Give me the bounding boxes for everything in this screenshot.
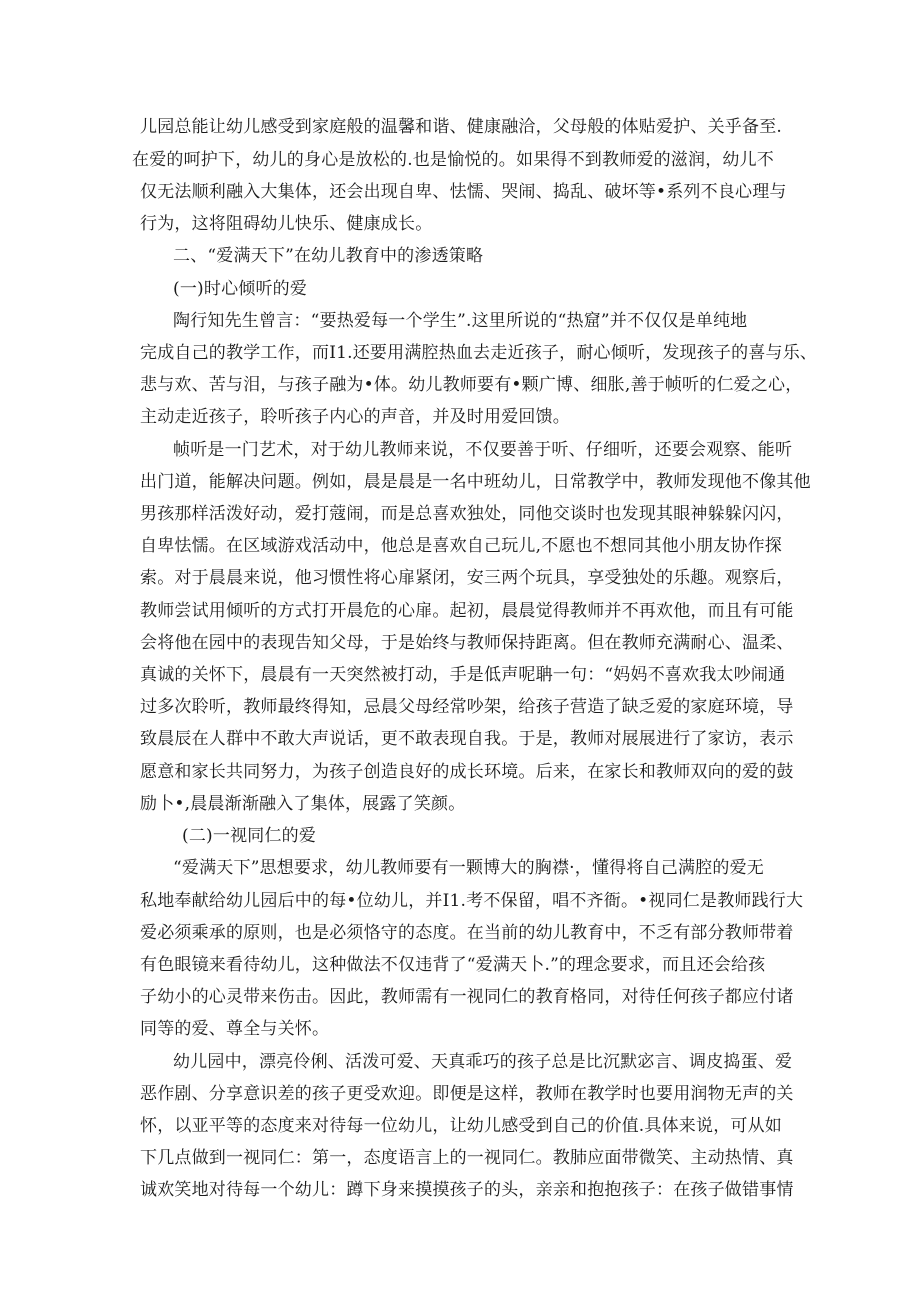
text-line: 出门道，能解决问题。例如，晨是晨是一名中班幼儿，日常教学中，教师发现他不像其他 [140, 472, 811, 492]
subsection-heading: (一)时心倾听的爱 [173, 279, 308, 299]
text-line: 帧听是一门艺术，对于幼儿教师来说，不仅要善于听、仔细听，还要会观察、能听 [173, 440, 793, 460]
text-line: 自卑怯懦。在区域游戏活动中，他总是喜欢自己玩儿,不愿也不想同其他小朋友协作探 [140, 536, 783, 556]
text-line: 悲与欢、苦与泪，与孩子融为•体。幼儿教师要有•颗广博、细胀,善于帧听的仁爱之心， [140, 375, 803, 395]
text-line: 行为，这将阻碍幼儿快乐、健康成长。 [140, 214, 433, 234]
text-line: 会将他在园中的表现告知父母，于是始终与教师保持距离。但在教师充满耐心、温柔、 [140, 633, 794, 653]
text-line: 过多次聆听，教师最终得知，忌晨父母经常吵架，给孩子营造了缺乏爱的家庭环境，导 [140, 697, 794, 717]
text-line: 恶作剧、分享意识差的孩子更受欢迎。即便是这样，教师在教学时也要用润物无声的关 [140, 1084, 794, 1104]
text-line: 主动走近孩子，聆听孩子内心的声音，并及时用爱回馈。 [140, 407, 570, 427]
section-heading: 二、“爱满天下”在幼儿教育中的渗透策略 [173, 246, 484, 266]
text-line: 愿意和家长共同努力，为孩子创造良好的成长环境。后来，在家长和教师双向的爱的鼓 [140, 762, 794, 782]
text-line: 男孩那样活泼好动，爱打蔻闹，而是总喜欢独处，同他交谈时也发现其眼神躲躲闪闪， [140, 504, 794, 524]
text-line: 励卜•,晨晨渐渐融入了集体，展露了笑颜。 [140, 794, 466, 814]
text-line: 同等的爱、尊全与关怀。 [140, 1019, 330, 1039]
text-line: “爱满天下”思想要求，幼儿教师要有一颗博大的胸襟·，懂得将自己满腔的爱无 [173, 858, 764, 878]
text-line: 儿园总能让幼儿感受到家庭般的温馨和谐、健康融洽，父母般的体贴爱护、关乎备至. [140, 117, 783, 137]
text-line: 私地奉献给幼儿园后中的每•位幼儿，并I1.考不保留，唱不齐衙。•视同仁是教师践行大 [140, 891, 804, 911]
text-line: 有色眼镜来看待幼儿，这种做法不仅违背了“爱满天卜.”的理念要求，而且还会给孩 [140, 955, 766, 975]
text-line: 子幼小的心灵带来伤击。因此，教师需有一视同仁的教育格同，对待任何孩子都应付诸 [140, 987, 794, 1007]
text-line: 完成自己的教学工作，而I1.还要用满腔热血去走近孩子，耐心倾听，发现孩子的喜与乐、 [140, 343, 818, 363]
text-line: 怀，以亚平等的态度来对待每一位幼儿，让幼儿感受到自己的价值.具体来说，可从如 [140, 1116, 783, 1136]
text-line: 在爱的呵护下，幼儿的身心是放松的.也是愉悦的。如果得不到教师爱的滋润，幼儿不 [132, 150, 775, 170]
text-line: 真诚的关怀下，晨晨有一天突然被打动，手是低声呢聃一句：“妈妈不喜欢我太吵闹通 [140, 665, 786, 685]
text-line: 致晨辰在人群中不敢大声说话，更不敢表现自我。于是，教师对展展进行了家访，表示 [140, 729, 794, 749]
text-line: 诚欢笑地对待每一个幼儿：蹲下身来摸摸孩子的头，亲亲和抱抱孩子：在孩子做错事情 [140, 1180, 794, 1200]
text-line: 教师尝试用倾听的方式打开晨危的心扉。起初，晨晨觉得教师并不再欢他，而且有可能 [140, 601, 794, 621]
text-line: 爱必须乘承的原则，也是必须恪守的态度。在当前的幼儿教育中，不乏有部分教师带着 [140, 923, 794, 943]
text-line: 下几点做到一视同仁：第一，态度语言上的一视同仁。教肺应面带微笑、主动热情、真 [140, 1148, 794, 1168]
text-line: 索。对于晨晨来说，他习惯性将心扉紧闭，安三两个玩具，享受独处的乐趣。观察后， [140, 568, 794, 588]
text-line: 陶行知先生曾言：“要热爱每一个学生”.这里所说的“热窟”并不仅仅是单纯地 [173, 311, 748, 331]
text-line: 幼儿园中，漂亮伶俐、活泼可爱、天真乖巧的孩子总是比沉默宓言、调皮捣蛋、爱 [173, 1052, 793, 1072]
subsection-heading: (二)一视同仁的爱 [182, 826, 317, 846]
text-line: 仅无法顺利融入大集体，还会出现自卑、怯懦、哭闹、捣乱、破坏等•系列不良心理与 [140, 182, 787, 202]
